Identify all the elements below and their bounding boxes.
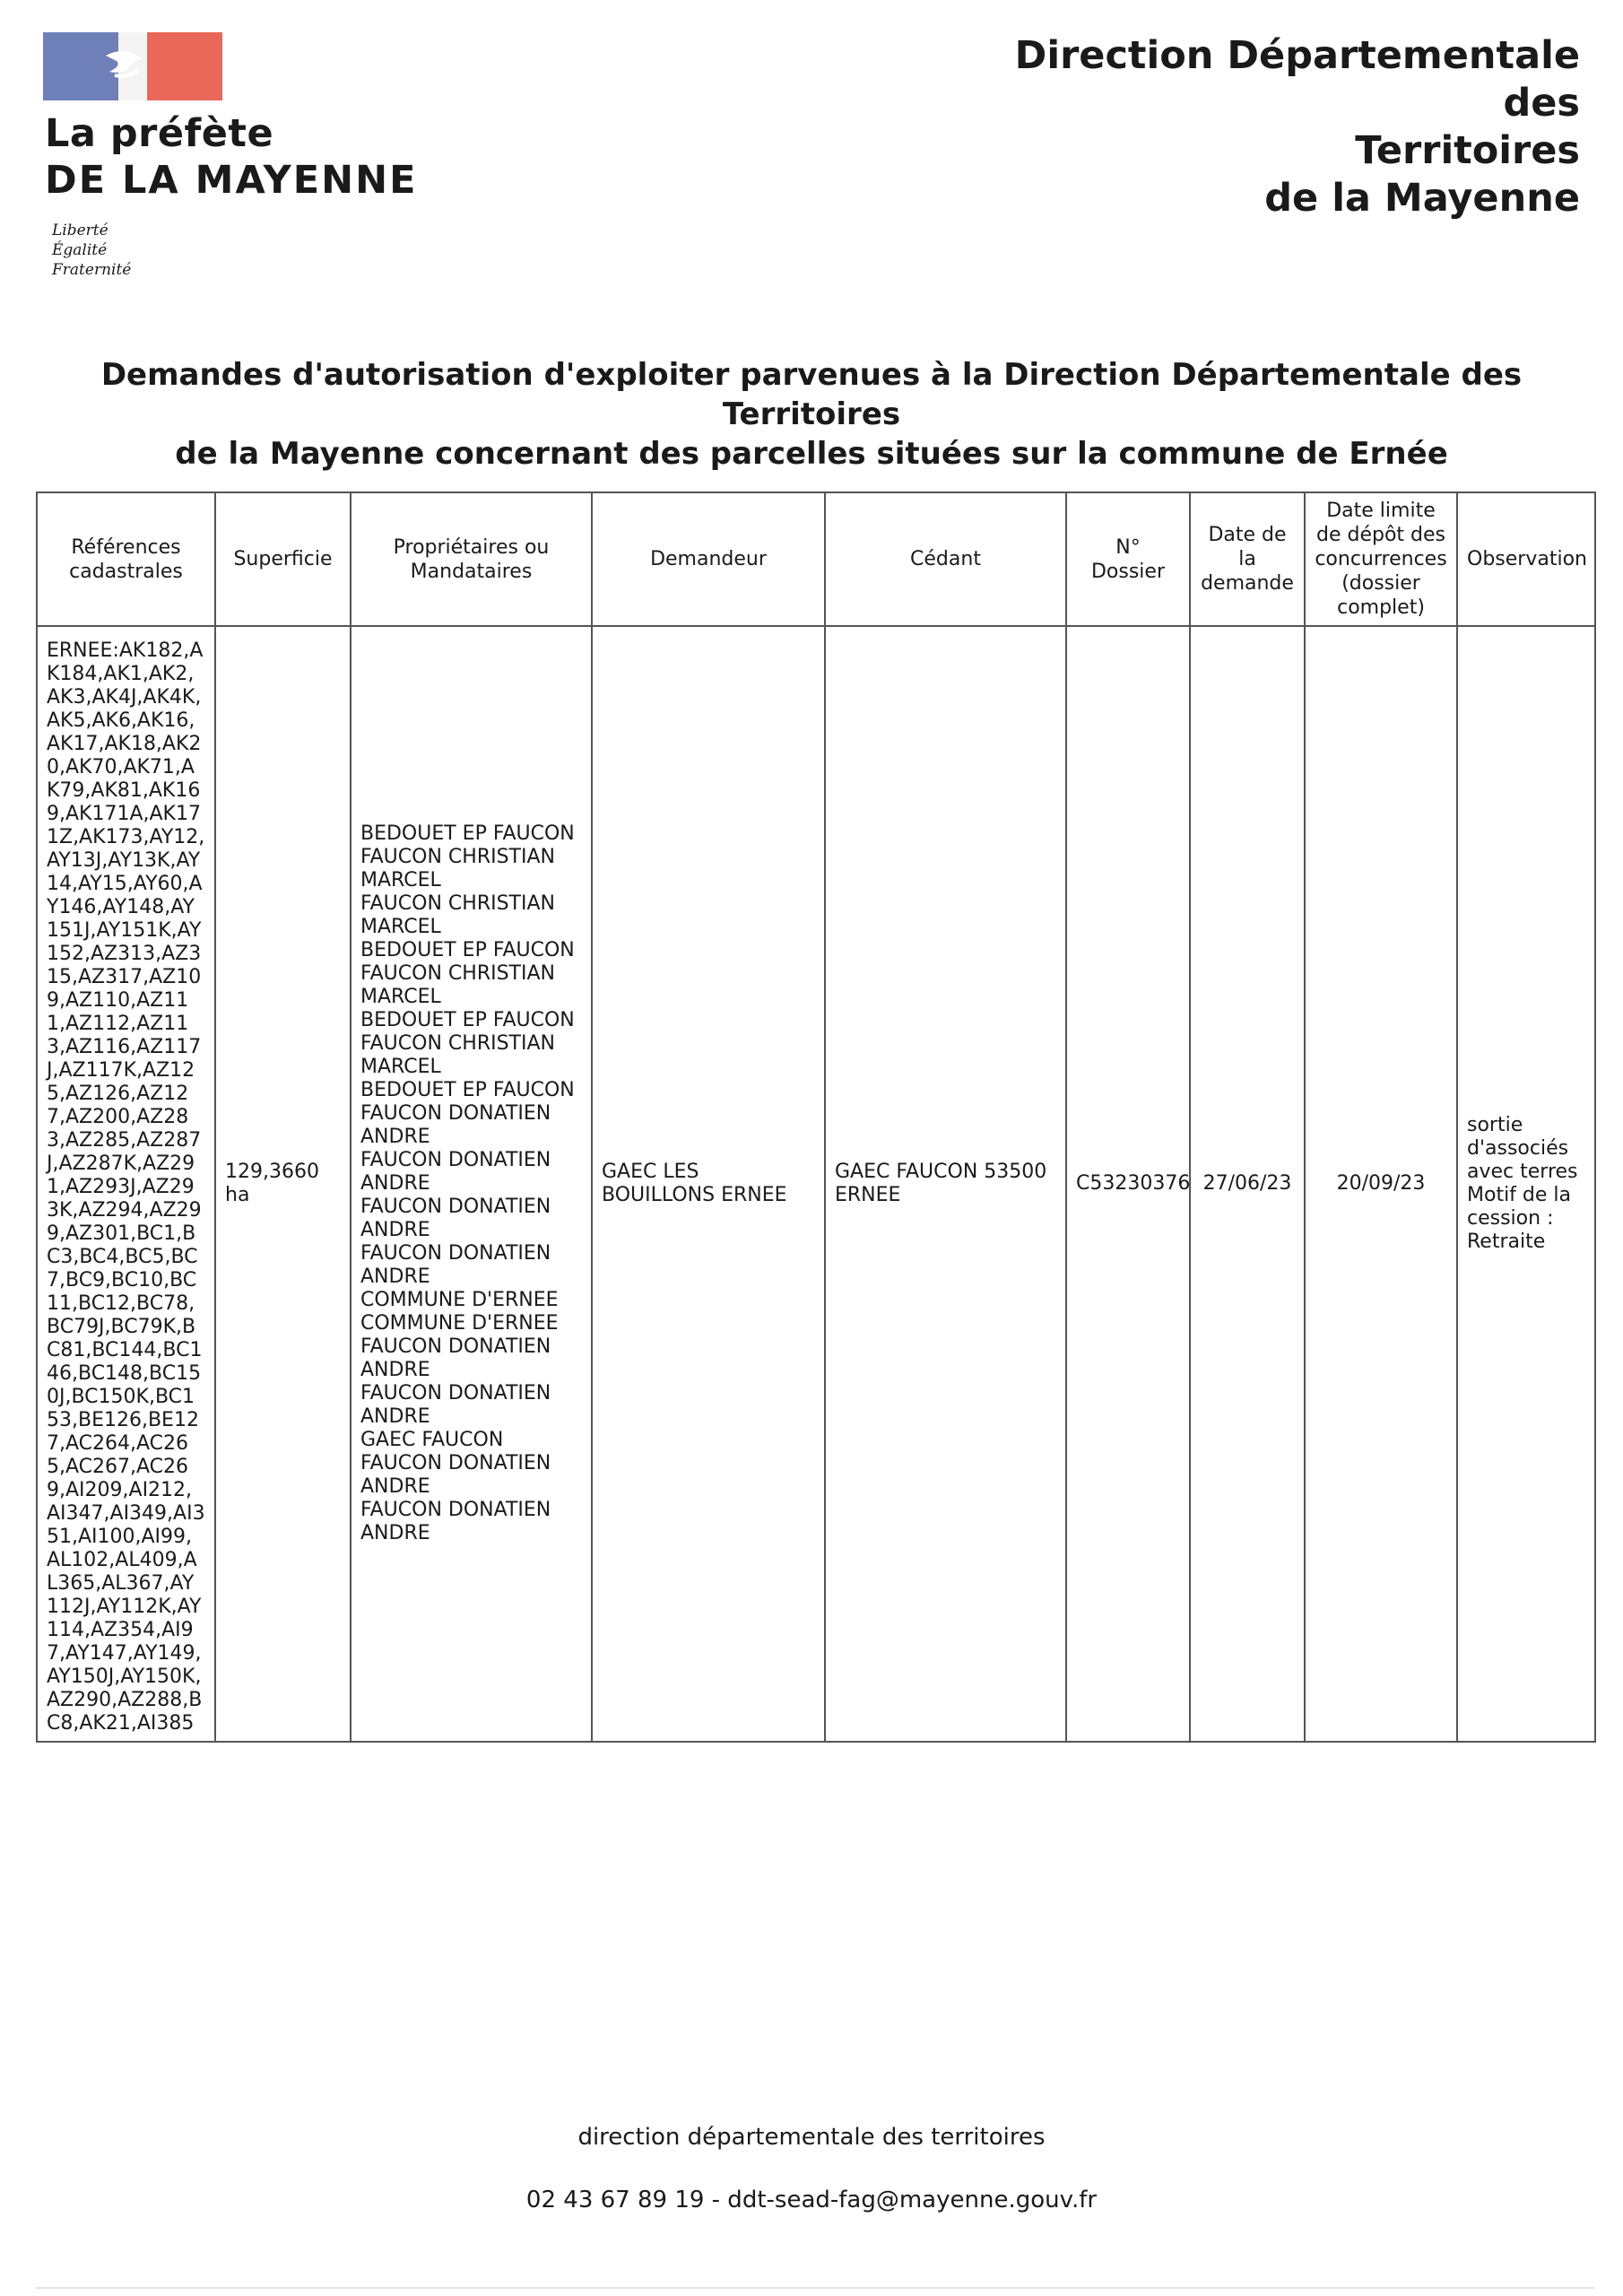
cell-observation: sortie d'associés avec terres Motif de la cession : Retraite <box>1457 626 1595 1742</box>
republic-logo <box>43 32 222 100</box>
cell-date-demande: 27/06/23 <box>1190 626 1305 1742</box>
owner-item: BEDOUET EP FAUCON <box>360 822 575 845</box>
motto-fraternite: Fraternité <box>52 261 132 279</box>
ddt-title <box>934 32 1580 222</box>
header-observation: Observation <box>1457 492 1595 626</box>
cell-superficie: 129,3660 ha <box>215 626 351 1742</box>
owner-item: FAUCON DONATIEN ANDRE <box>360 1149 551 1195</box>
owner-item: FAUCON DONATIEN ANDRE <box>360 1196 551 1241</box>
header-date-limite: Date limite de dépôt des concurrences (dossier complet) <box>1305 492 1457 626</box>
republic-motto <box>52 221 131 280</box>
document-title-line1: Demandes d'autorisation d'exploiter parvenues à la Direction Départementale des Territoires <box>100 357 1523 432</box>
owner-item: FAUCON DONATIEN ANDRE <box>360 1499 551 1544</box>
ddt-title-line1: Direction Départementale des <box>1014 33 1580 126</box>
cell-proprietaires <box>351 626 592 1742</box>
owner-item: FAUCON CHRISTIAN MARCEL <box>360 962 555 1008</box>
cell-refs: ERNEE:AK182,AK184,AK1,AK2,AK3,AK4J,AK4K,AK5,AK6,AK16,AK17,AK18,AK20,AK70,AK71,AK79,AK81,AK169,AK171A,AK171Z,AK173,AY12,AY13J,AY13K,AY14,AY15,AY60,AY146,AY148,AY151J,AY151K,AY152,AZ313,AZ315,AZ317,AZ109,AZ110,AZ111,AZ112,AZ113,AZ116,AZ117J,AZ117K,AZ125,AZ126,AZ127,AZ200,AZ283,AZ285,AZ287J,AZ287K,AZ291,AZ293J,AZ293K,AZ294,AZ299,AZ301,BC1,BC3,BC4,BC5,BC7,BC9,BC10,BC11,BC12,BC78,BC79J,BC79K,BC81,BC144,BC146,BC148,BC150J,BC150K,BC153,BE126,BE127,AC264,AC265,AC267,AC269,AI209,AI212,AI347,AI349,AI351,AI100,AI99,AL102,AL409,AL365,AL367,AY112J,AY112K,AY114,AZ354,AI97,AY147,AY149,AY150J,AY150K,AZ290,AZ288,BC8,AK21,AI385 <box>37 626 215 1742</box>
owner-item: COMMUNE D'ERNEE <box>360 1312 559 1335</box>
ddt-title-line3: de la Mayenne <box>1264 176 1580 221</box>
cell-cedant: GAEC FAUCON 53500 ERNEE <box>825 626 1066 1742</box>
owner-item: FAUCON DONATIEN ANDRE <box>360 1102 551 1148</box>
header-cedant: Cédant <box>825 492 1066 626</box>
prefecture-name: La préfète <box>45 111 274 156</box>
owner-item: FAUCON DONATIEN ANDRE <box>360 1335 551 1381</box>
table-row <box>37 626 1595 1742</box>
header-demandeur: Demandeur <box>592 492 825 626</box>
header-refs: Références cadastrales <box>37 492 215 626</box>
ddt-title-line2: Territoires <box>1355 128 1580 173</box>
document-title-line2: de la Mayenne concernant des parcelles situées sur la commune de Ernée <box>175 436 1448 472</box>
motto-liberte: Liberté <box>52 222 108 239</box>
owner-item: FAUCON DONATIEN ANDRE <box>360 1382 551 1428</box>
document-title <box>54 355 1569 474</box>
table-header-row <box>37 492 1595 626</box>
dossiers-table <box>36 491 1596 1743</box>
footer-service: direction départementale des territoires <box>577 2124 1046 2151</box>
header-superficie: Superficie <box>215 492 351 626</box>
owner-item: BEDOUET EP FAUCON <box>360 1079 575 1101</box>
marianne-profile-icon <box>118 32 147 100</box>
cell-date-limite: 20/09/23 <box>1305 626 1457 1742</box>
header-proprietaires: Propriétaires ou Mandataires <box>351 492 592 626</box>
footer-contact: 02 43 67 89 19 - ddt-sead-fag@mayenne.gouv.fr <box>525 2187 1098 2213</box>
page-bottom-divider <box>36 2287 1594 2289</box>
motto-egalite: Égalité <box>52 241 108 259</box>
owner-item: FAUCON DONATIEN ANDRE <box>360 1242 551 1288</box>
owner-item: FAUCON DONATIEN ANDRE <box>360 1452 551 1498</box>
cell-dossier: C53230376 <box>1066 626 1190 1742</box>
owner-item: FAUCON CHRISTIAN MARCEL <box>360 846 555 891</box>
header-dossier: N° Dossier <box>1066 492 1190 626</box>
owner-item: FAUCON CHRISTIAN MARCEL <box>360 892 555 938</box>
prefecture-department: DE LA MAYENNE <box>45 158 418 203</box>
cell-demandeur: GAEC LES BOUILLONS ERNEE <box>592 626 825 1742</box>
owner-item: BEDOUET EP FAUCON <box>360 1009 575 1031</box>
owner-item: BEDOUET EP FAUCON <box>360 939 575 961</box>
owner-item: GAEC FAUCON <box>360 1429 504 1451</box>
owner-item: FAUCON CHRISTIAN MARCEL <box>360 1032 555 1078</box>
header-date-demande: Date de la demande <box>1190 492 1305 626</box>
owner-item: COMMUNE D'ERNEE <box>360 1289 559 1311</box>
